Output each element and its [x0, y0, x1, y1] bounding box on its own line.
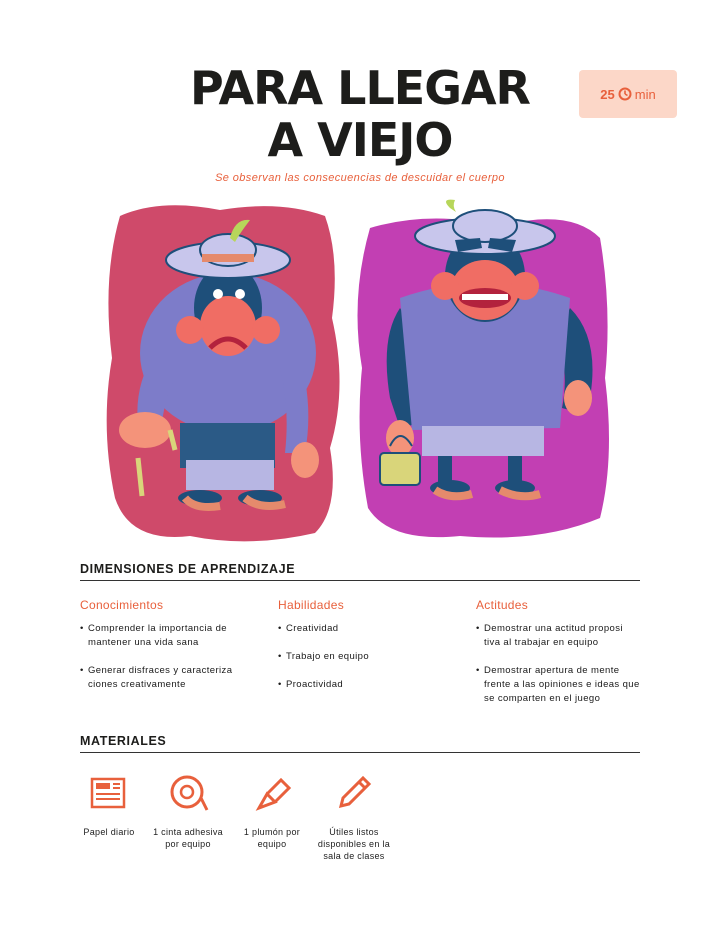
newspaper-icon — [88, 772, 130, 814]
tape-roll-icon — [167, 772, 209, 814]
column-actitudes — [476, 598, 642, 720]
list-item: • Demostrar apertura de mente frente a las opiniones e ideas que se comparten en el juego — [476, 664, 642, 706]
time-badge — [579, 70, 677, 118]
pencil-icon — [333, 772, 375, 814]
material-item-marker — [232, 772, 312, 850]
list-item: • Generar disfraces y caracteriza ciones creativamente — [80, 664, 246, 692]
list-item: • Comprender la importancia de mantener una vida sana — [80, 622, 246, 650]
clock-icon — [618, 87, 632, 101]
material-label: 1 cinta adhesiva por equipo — [153, 827, 223, 849]
column-title: Actitudes — [476, 598, 529, 612]
elderly-characters-illustration — [100, 198, 620, 548]
title-line-1: PARA LLEGAR — [190, 61, 530, 115]
list-item: • Demostrar una actitud proposi tiva al trabajar en equipo — [476, 622, 642, 650]
list-item: • Proactividad — [278, 678, 438, 692]
material-item-pencil — [314, 772, 394, 862]
material-item-newspaper — [69, 772, 149, 838]
column-habilidades — [278, 598, 438, 706]
material-label: 1 plumón por equipo — [243, 827, 301, 849]
materials-heading: MATERIALES — [80, 734, 640, 753]
list-item: • Creatividad — [278, 622, 438, 636]
title-line-2: A VIEJO — [267, 113, 453, 167]
page-title — [150, 62, 570, 166]
list-item: • Trabajo en equipo — [278, 650, 438, 664]
time-value: 25 — [600, 86, 615, 102]
material-item-tape — [148, 772, 228, 850]
column-title: Conocimientos — [80, 598, 164, 612]
learning-dimensions-heading: DIMENSIONES DE APRENDIZAJE — [80, 562, 640, 581]
page-subtitle: Se observan las consecuencias de descuidar el cuerpo — [215, 172, 505, 184]
time-unit: min — [634, 86, 656, 102]
material-label: Útiles listos disponibles en la sala de clases — [317, 827, 391, 861]
material-label: Papel diario — [83, 827, 135, 837]
column-title: Habilidades — [278, 598, 345, 612]
marker-icon — [251, 772, 293, 814]
column-conocimientos — [80, 598, 246, 706]
